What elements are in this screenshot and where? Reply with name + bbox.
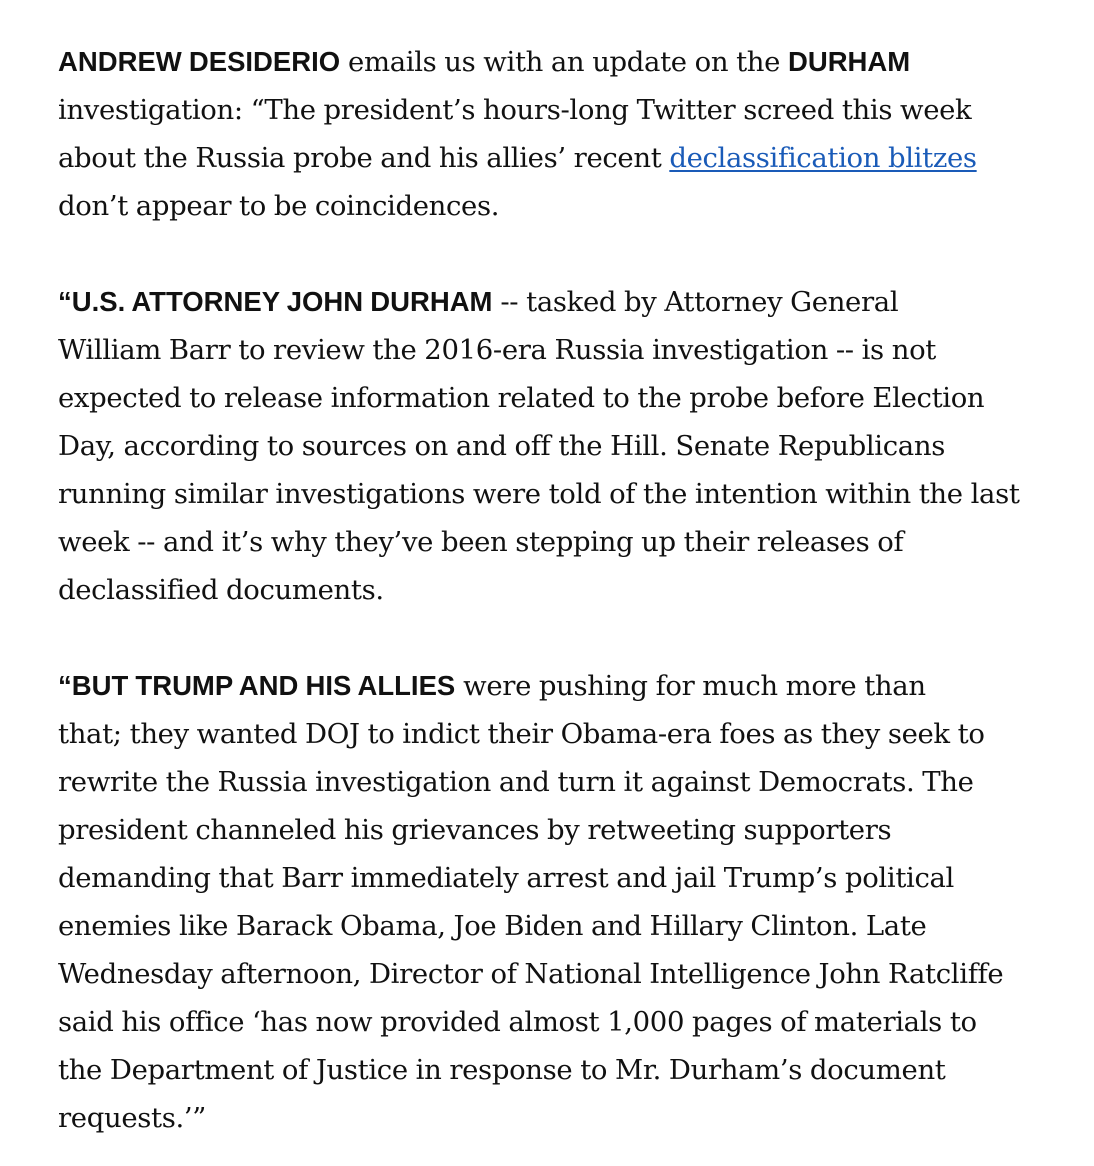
text-run: -- tasked by Attorney General xyxy=(492,286,899,318)
text-line xyxy=(58,86,1068,134)
text-line xyxy=(58,1094,1068,1142)
text-line xyxy=(58,566,1068,614)
text-run: week -- and it’s why they’ve been stepping up their releases of xyxy=(58,526,904,558)
text-line xyxy=(58,326,1068,374)
text-line xyxy=(58,38,1068,86)
text-run: enemies like Barack Obama, Joe Biden and Hillary Clinton. Late xyxy=(58,910,927,942)
text-line xyxy=(58,422,1068,470)
text-line xyxy=(58,470,1068,518)
text-run: Day, according to sources on and off the Hill. Senate Republicans xyxy=(58,430,945,462)
text-line xyxy=(58,518,1068,566)
text-line xyxy=(58,278,1068,326)
lead-us-attorney: “U.S. ATTORNEY JOHN DURHAM xyxy=(58,286,493,317)
text-run: said his office ‘has now provided almost 1,000 pages of materials to xyxy=(58,1006,977,1038)
text-line xyxy=(58,662,1068,710)
newsletter-article xyxy=(58,38,1068,1142)
text-line xyxy=(58,374,1068,422)
text-run: rewrite the Russia investigation and turn it against Democrats. The xyxy=(58,766,974,798)
text-run: that; they wanted DOJ to indict their Obama-era foes as they seek to xyxy=(58,718,985,750)
text-run: were pushing for much more than xyxy=(455,670,926,702)
text-run: declassified documents. xyxy=(58,574,384,606)
text-run: about the Russia probe and his allies’ recent xyxy=(58,142,670,174)
paragraph-trump-allies xyxy=(58,662,1068,1142)
text-run: William Barr to review the 2016-era Russia investigation -- is not xyxy=(58,334,936,366)
paragraph-desiderio-update xyxy=(58,38,1068,230)
text-line xyxy=(58,854,1068,902)
text-line xyxy=(58,998,1068,1046)
lead-trump-allies: “BUT TRUMP AND HIS ALLIES xyxy=(58,670,456,701)
paragraph-durham-timing xyxy=(58,278,1068,614)
name-desiderio: ANDREW DESIDERIO xyxy=(58,46,341,77)
text-run: requests.’” xyxy=(58,1102,206,1134)
text-line xyxy=(58,134,1068,182)
text-run: emails us with an update on the xyxy=(340,46,788,78)
text-run: demanding that Barr immediately arrest and jail Trump’s political xyxy=(58,862,955,894)
text-line xyxy=(58,1046,1068,1094)
declassification-blitzes-link[interactable]: declassification blitzes xyxy=(669,142,977,174)
text-run: investigation: “The president’s hours-long Twitter screed this week xyxy=(58,94,972,126)
text-line xyxy=(58,806,1068,854)
text-line xyxy=(58,758,1068,806)
text-line xyxy=(58,182,1068,230)
text-run: running similar investigations were told of the intention within the last xyxy=(58,478,1020,510)
text-run: don’t appear to be coincidences. xyxy=(58,190,500,222)
text-line xyxy=(58,710,1068,758)
text-line xyxy=(58,902,1068,950)
text-run: Wednesday afternoon, Director of National Intelligence John Ratcliffe xyxy=(58,958,1004,990)
name-durham: DURHAM xyxy=(787,46,911,77)
text-run: expected to release information related to the probe before Election xyxy=(58,382,985,414)
text-run: president channeled his grievances by retweeting supporters xyxy=(58,814,892,846)
text-run: the Department of Justice in response to Mr. Durham’s document xyxy=(58,1054,946,1086)
text-line xyxy=(58,950,1068,998)
